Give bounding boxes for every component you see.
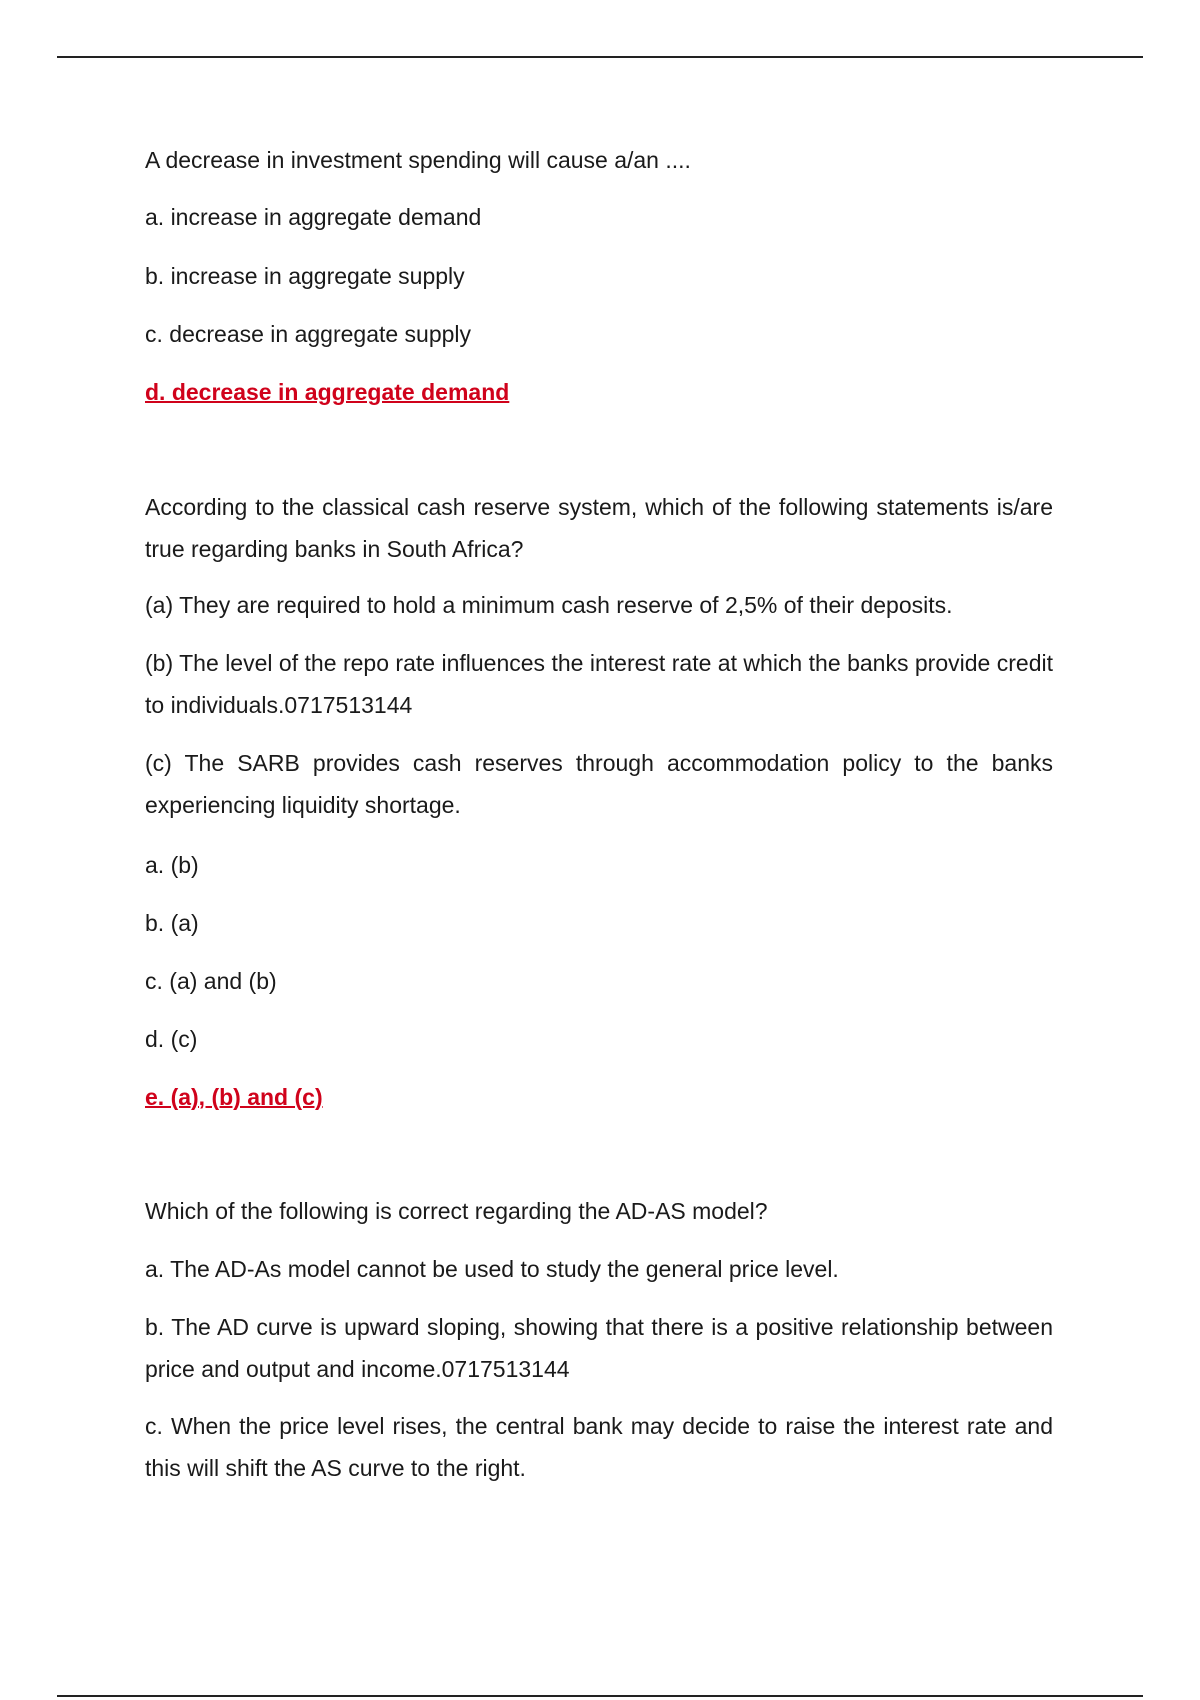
question-1-option-c: c. decrease in aggregate supply [145, 321, 472, 347]
question-2-option-b: b. (a) [145, 910, 199, 936]
question-1-option-a: a. increase in aggregate demand [145, 204, 482, 230]
question-2-statement-a: (a) They are required to hold a minimum cash reserve of 2,5% of their deposits. [145, 592, 953, 618]
question-2-option-d: d. (c) [145, 1026, 198, 1052]
question-2-statement-b: (b) The level of the repo rate influences the interest rate at which the banks provide credit to individuals.0717513144 [145, 650, 1053, 718]
question-3-option-a: a. The AD-As model cannot be used to study the general price level. [145, 1256, 839, 1282]
question-3-prompt: Which of the following is correct regarding the AD-AS model? [145, 1198, 768, 1224]
header-rule [57, 56, 1143, 58]
question-2-option-a: a. (b) [145, 852, 199, 878]
question-3-option-b: b. The AD curve is upward sloping, showing that there is a positive relationship between price and output and income.0717513144 [145, 1314, 1053, 1382]
question-2-statement-c: (c) The SARB provides cash reserves through accommodation policy to the banks experiencing liquidity shortage. [145, 750, 1053, 818]
question-2-option-c: c. (a) and (b) [145, 968, 277, 994]
question-1-option-b: b. increase in aggregate supply [145, 263, 465, 289]
question-3-option-c: c. When the price level rises, the central bank may decide to raise the interest rate and this will shift the AS curve to the right. [145, 1413, 1053, 1481]
question-1-prompt: A decrease in investment spending will cause a/an .... [145, 147, 691, 173]
question-2-prompt: According to the classical cash reserve system, which of the following statements is/are true regarding banks in South Africa? [145, 494, 1053, 562]
question-2-answer: e. (a), (b) and (c) [145, 1084, 323, 1110]
footer-rule [57, 1695, 1143, 1697]
question-1-answer: d. decrease in aggregate demand [145, 379, 510, 405]
